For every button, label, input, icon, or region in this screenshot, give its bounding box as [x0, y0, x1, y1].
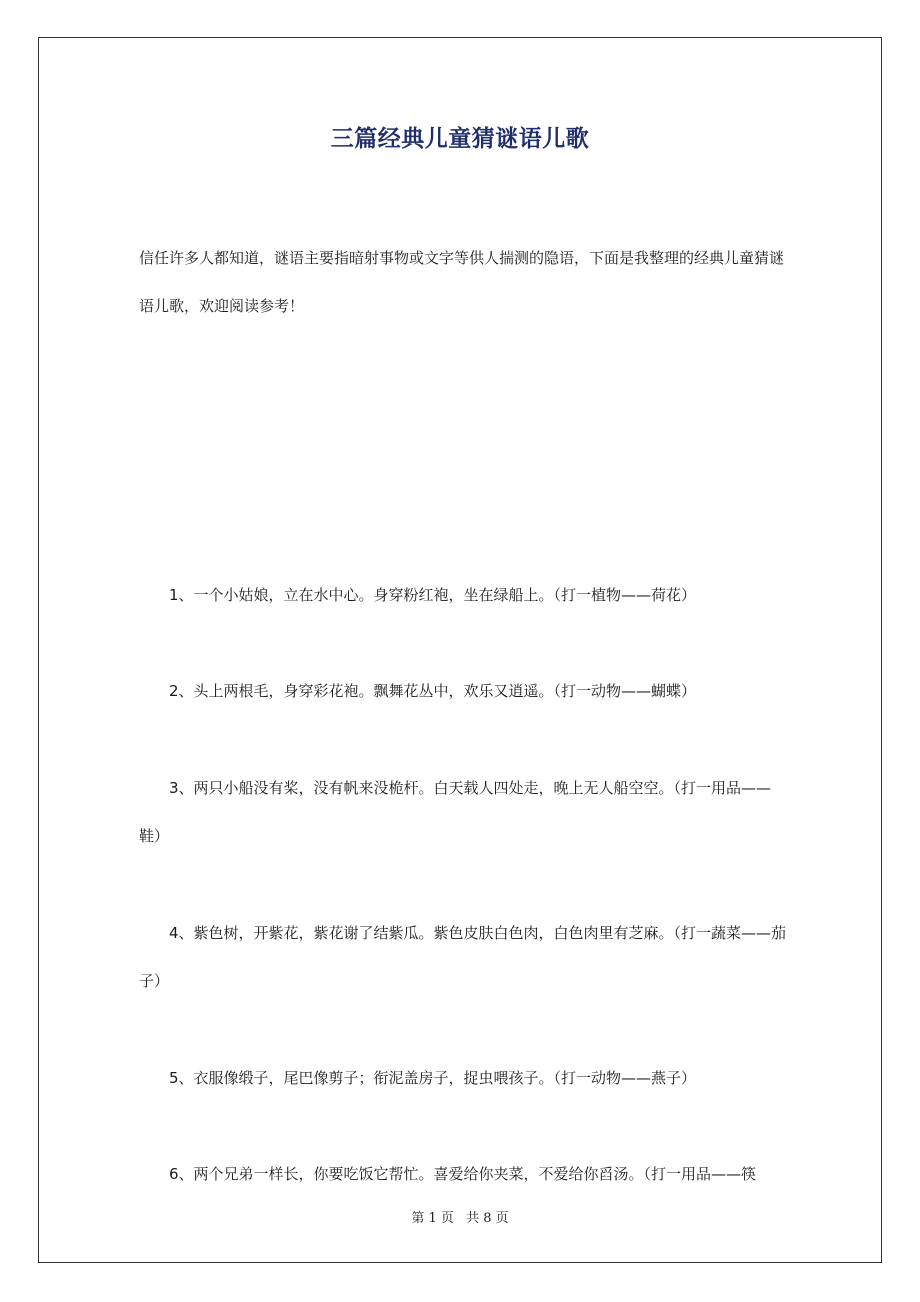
- riddle-4: 4、紫色树，开紫花，紫花谢了结紫瓜。紫色皮肤白色肉，白色肉里有芝麻。（打一蔬菜——茄子）: [139, 924, 787, 990]
- riddle-5: 5、衣服像缎子，尾巴像剪子；衔泥盖房子，捉虫喂孩子。（打一动物——燕子）: [169, 1069, 697, 1087]
- riddle-3: 3、两只小船没有桨，没有帆来没桅杆。白天载人四处走，晚上无人船空空。（打一用品——鞋）: [139, 779, 772, 845]
- page-total: 共 8 页: [466, 1211, 509, 1226]
- document-title: 三篇经典儿童猜谜语儿歌: [330, 126, 590, 152]
- page-number: 第 1 页: [411, 1211, 454, 1226]
- page-footer: [0, 1207, 920, 1226]
- riddle-6: 6、两个兄弟一样长，你要吃饭它帮忙。喜爱给你夹菜，不爱给你舀汤。（打一用品——筷: [169, 1165, 757, 1183]
- riddle-2: 2、头上两根毛，身穿彩花袍。飘舞花丛中，欢乐又逍遥。（打一动物——蝴蝶）: [169, 682, 697, 700]
- riddle-1: 1、一个小姑娘，立在水中心。身穿粉红袍，坐在绿船上。（打一植物——荷花）: [169, 586, 697, 604]
- intro-paragraph: 信任许多人都知道，谜语主要指暗射事物或文字等供人揣测的隐语，下面是我整理的经典儿童猜谜语儿歌，欢迎阅读参考！: [139, 249, 785, 315]
